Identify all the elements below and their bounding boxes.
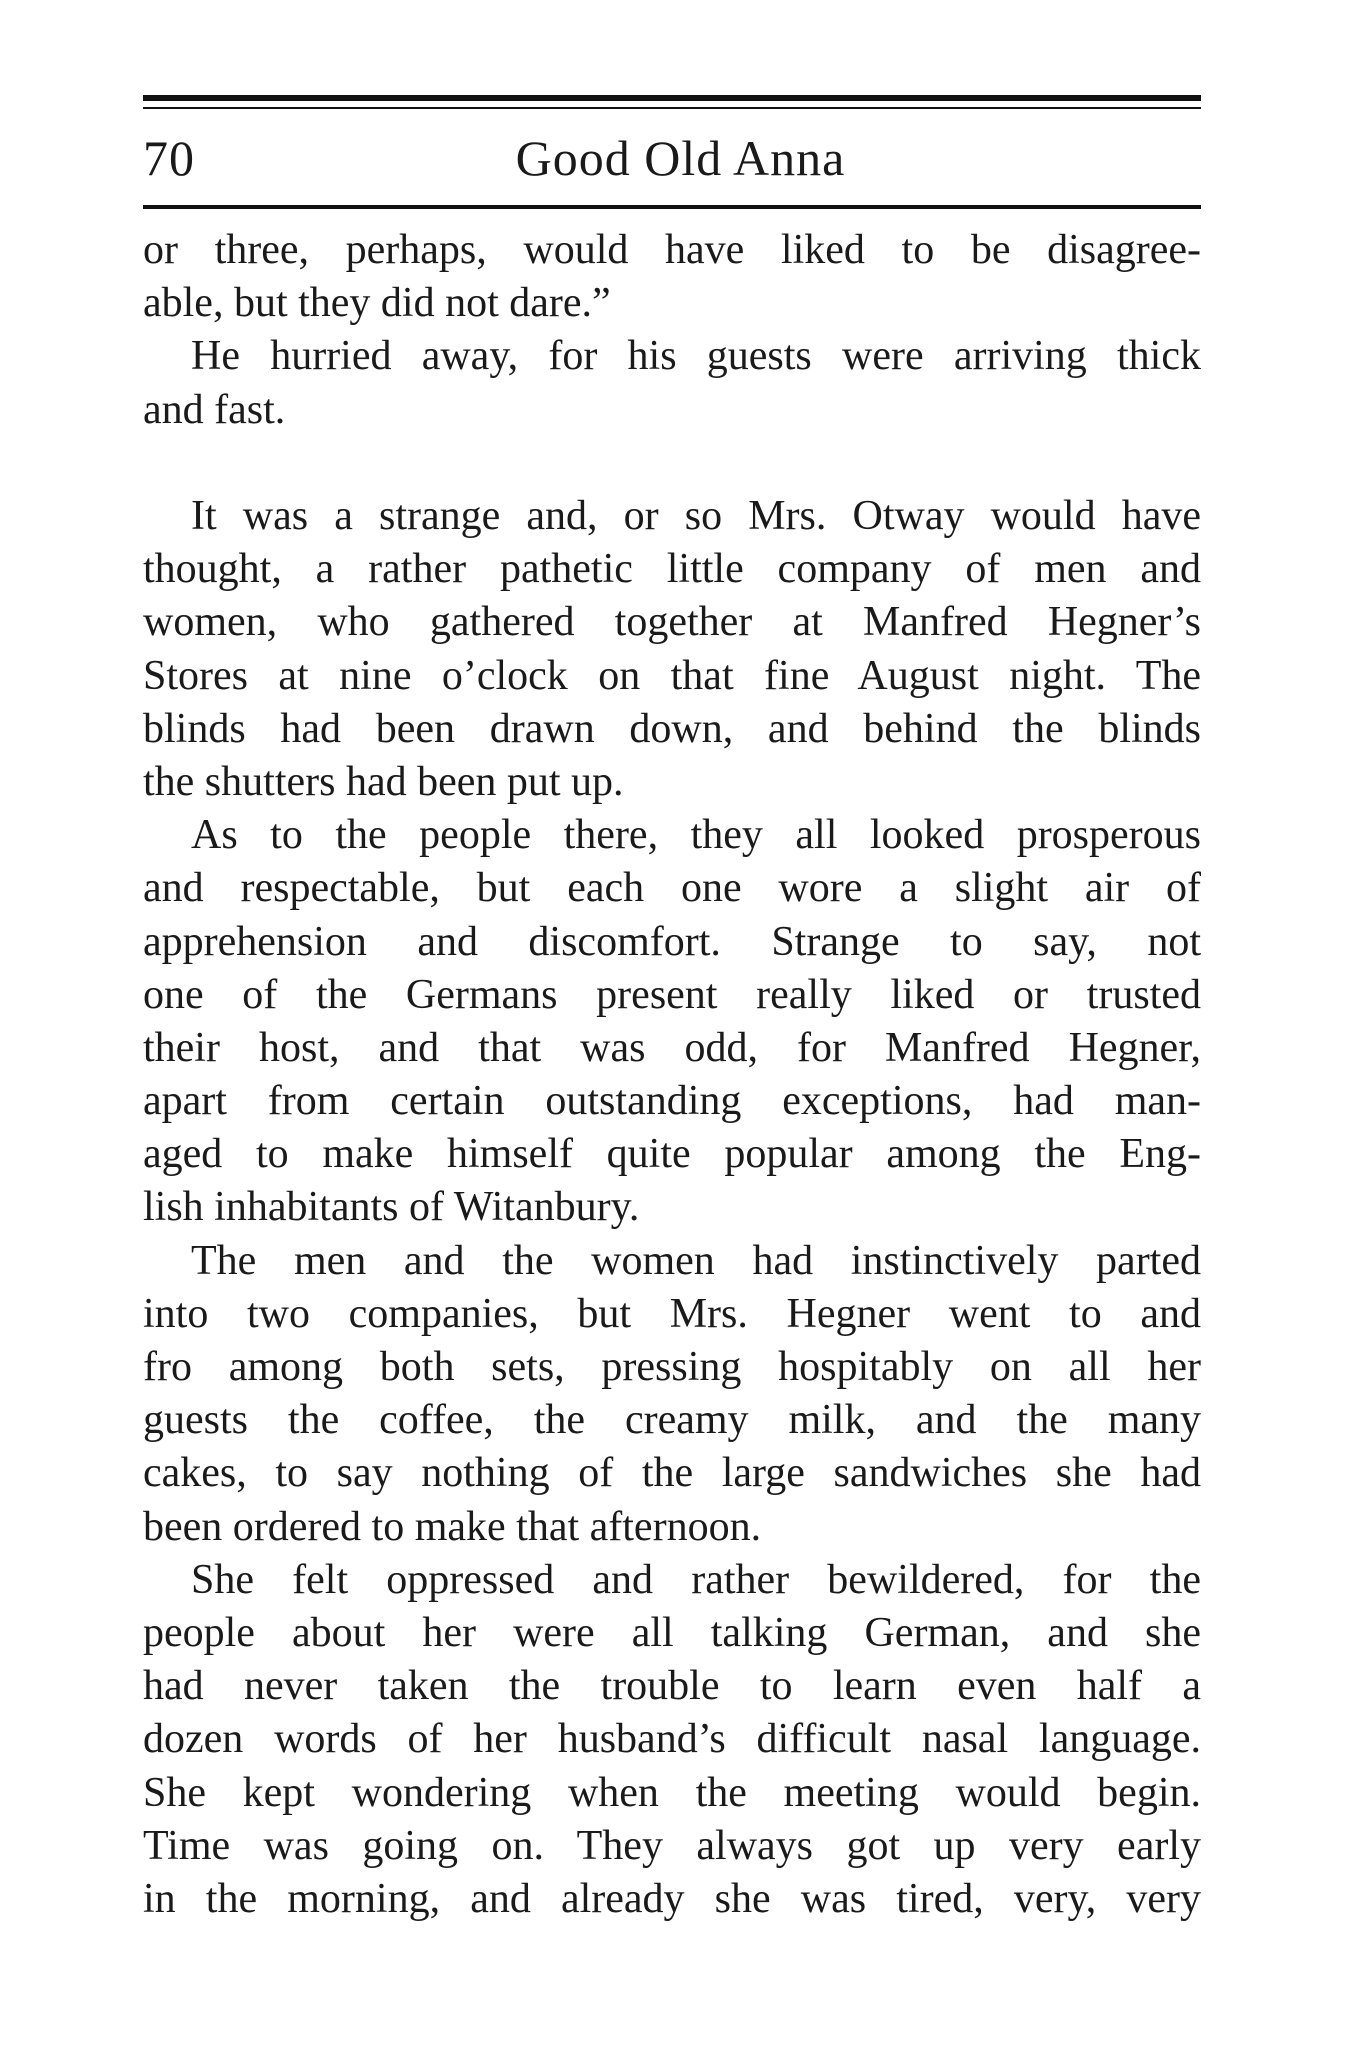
text-line: people about her were all talking German, and she bbox=[143, 1609, 1201, 1656]
text-line: As to the people there, they all looked prosperous bbox=[191, 812, 1201, 859]
text-line: thought, a rather pathetic little company of men and bbox=[143, 546, 1201, 593]
text-line: blinds had been drawn down, and behind the blinds bbox=[143, 705, 1201, 752]
text-line: the shutters had been put up. bbox=[143, 758, 624, 805]
text-line: and respectable, but each one wore a slight air of bbox=[143, 865, 1201, 912]
text-line: their host, and that was odd, for Manfred Hegner, bbox=[143, 1024, 1201, 1071]
text-line: one of the Germans present really liked or trusted bbox=[143, 971, 1201, 1018]
header-rule-top-thin bbox=[143, 107, 1201, 109]
header-rule-top bbox=[143, 95, 1201, 101]
text-line: apart from certain outstanding exceptions, had man- bbox=[143, 1078, 1201, 1125]
text-block-continuation bbox=[143, 224, 1201, 437]
text-line: The men and the women had instinctively parted bbox=[191, 1237, 1201, 1284]
text-line: dozen words of her husband’s difficult nasal language. bbox=[143, 1716, 1201, 1763]
text-line: able, but they did not dare.” bbox=[143, 280, 611, 327]
text-line: into two companies, but Mrs. Hegner went to and bbox=[143, 1290, 1201, 1337]
text-line: guests the coffee, the creamy milk, and the many bbox=[143, 1397, 1201, 1444]
text-line: apprehension and discomfort. Strange to say, not bbox=[143, 918, 1201, 965]
text-line: He hurried away, for his guests were arriving thick bbox=[191, 333, 1201, 380]
text-line: aged to make himself quite popular among the Eng- bbox=[143, 1131, 1201, 1178]
text-line: had never taken the trouble to learn even half a bbox=[143, 1663, 1201, 1710]
text-line: She felt oppressed and rather bewildered, for the bbox=[191, 1556, 1201, 1603]
text-line: Time was going on. They always got up very early bbox=[143, 1822, 1201, 1869]
text-line: It was a strange and, or so Mrs. Otway would have bbox=[191, 493, 1201, 539]
page-number: 70 bbox=[143, 130, 195, 186]
running-title: Good Old Anna bbox=[515, 130, 846, 186]
text-line: cakes, to say nothing of the large sandwiches she had bbox=[143, 1450, 1201, 1497]
text-line: She kept wondering when the meeting would begin. bbox=[143, 1769, 1201, 1816]
text-line: lish inhabitants of Witanbury. bbox=[143, 1184, 640, 1231]
text-line: fro among both sets, pressing hospitably on all her bbox=[143, 1344, 1201, 1390]
text-block-section bbox=[143, 490, 1201, 1926]
text-line: or three, perhaps, would have liked to be disagree- bbox=[143, 227, 1201, 273]
header-rule-bottom bbox=[143, 205, 1201, 209]
text-line: in the morning, and already she was tired, very, very bbox=[143, 1875, 1201, 1922]
text-line: been ordered to make that afternoon. bbox=[143, 1503, 762, 1550]
text-line: women, who gathered together at Manfred Hegner’s bbox=[143, 599, 1201, 646]
text-line: Stores at nine o’clock on that fine August night. The bbox=[143, 652, 1201, 699]
text-line: and fast. bbox=[143, 386, 286, 433]
